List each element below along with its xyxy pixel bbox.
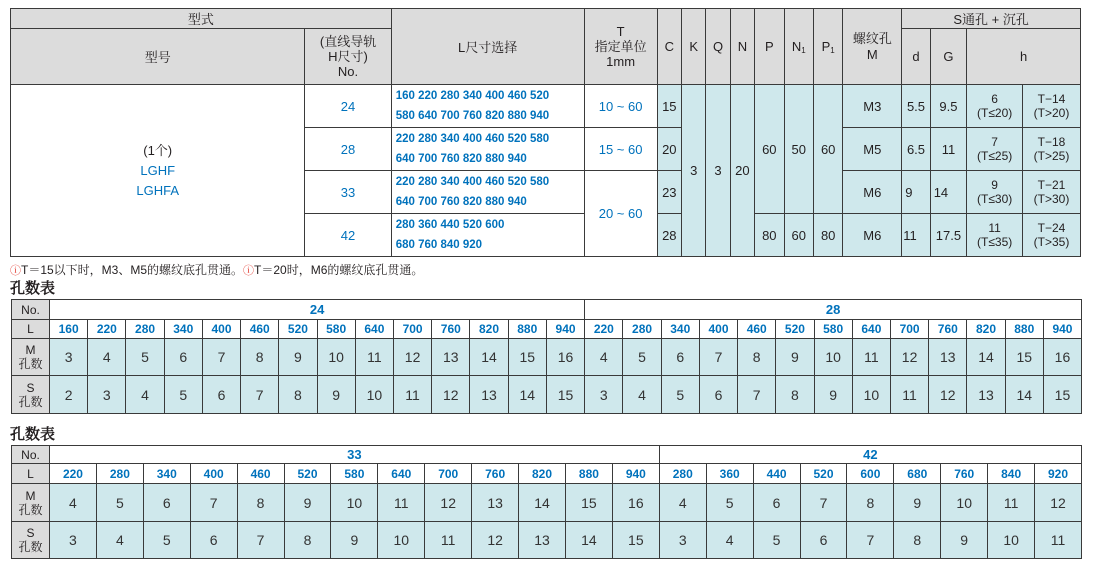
l-value-cell: 220 [88,320,126,339]
m-42: M6 [843,214,902,257]
l-line: 280 360 440 520 600 [395,219,505,231]
s-count-cell: 11 [425,522,472,559]
h-cond: (T>25) [1033,149,1070,163]
p-value-b: 80 [755,214,784,257]
m-count-cell: 15 [1005,339,1043,376]
group-24: 24 [50,300,585,320]
m-33: M6 [843,171,902,214]
n1-value-a: 50 [784,85,813,214]
h-val: 11 [988,221,1001,235]
m-count-cell: 14 [470,339,508,376]
m-count-cell: 14 [519,484,566,522]
header-type-group: 型式 [11,9,392,29]
m-count-cell: 9 [776,339,814,376]
m-count-cell: 7 [190,484,237,522]
s-count-cell: 10 [852,376,890,414]
header-q: Q [706,9,730,85]
m-count-cell: 4 [659,484,706,522]
n1-subscript: 1 [801,45,806,55]
t-range-33-42: 20 ~ 60 [584,171,657,257]
h-val: T−18 [1037,135,1066,149]
m-count-cell: 15 [565,484,612,522]
label-l: L [12,320,50,339]
header-n1 [784,9,813,85]
p1-subscript: 1 [830,45,835,55]
l-value-cell: 460 [237,464,284,484]
h-cond-b-42 [1023,214,1081,257]
h-cond: (T≤25) [977,149,1013,163]
s-count-cell: 11 [393,376,431,414]
s-count-cell: 4 [706,522,753,559]
m-count-cell: 10 [331,484,378,522]
m-count-cell: 6 [143,484,190,522]
l-value-cell: 760 [432,320,470,339]
l-line: 640 700 760 820 880 940 [395,196,527,208]
group-28: 28 [585,300,1082,320]
m-count-cell: 14 [967,339,1005,376]
l-options-28 [391,128,584,171]
m-count-cell: 7 [699,339,737,376]
h-cond: (T>30) [1033,192,1070,206]
l-value-cell: 820 [470,320,508,339]
k-value: 3 [682,85,706,257]
m-count-cell: 13 [472,484,519,522]
m-count-cell: 4 [585,339,623,376]
header-h: h [967,29,1081,85]
header-n: N [730,9,754,85]
l-value-cell: 700 [890,320,928,339]
note-text-2: T＝20时，M6的螺纹底孔贯通。 [254,263,424,277]
h-cond: (T>20) [1033,106,1070,120]
m-count-cell: 15 [508,339,546,376]
s-count-cell: 6 [190,522,237,559]
s-count-cell: 10 [378,522,425,559]
m-count-cell: 12 [1035,484,1082,522]
s-count-cell: 5 [143,522,190,559]
l-line: 220 280 340 400 460 520 580 [395,176,550,188]
l-value-cell: 280 [623,320,661,339]
s-count-cell: 2 [50,376,88,414]
s-count-cell: 8 [279,376,317,414]
l-value-cell: 460 [241,320,279,339]
m-count-cell: 6 [164,339,202,376]
s-count-cell: 13 [967,376,1005,414]
header-h-no: (直线导轨 H尺寸) No. [305,29,391,85]
m-28: M5 [843,128,902,171]
footnote [10,261,423,278]
l-value-cell: 440 [753,464,800,484]
l-line: 580 640 700 760 820 880 940 [395,110,550,122]
n1-value-b: 60 [784,214,813,257]
d-28: 6.5 [902,128,930,171]
s-count-cell: 4 [623,376,661,414]
s-count-cell: 3 [88,376,126,414]
header-s-hole: S通孔 + 沉孔 [902,9,1081,29]
warning-circle-icon: ⓘ [243,265,255,277]
l-value-cell: 400 [190,464,237,484]
l-value-cell: 600 [847,464,894,484]
header-p: P [755,9,784,85]
s-count-cell: 7 [847,522,894,559]
l-value-cell: 880 [508,320,546,339]
s-count-cell: 3 [659,522,706,559]
n1-label: N [791,38,802,54]
l-value-cell: 640 [355,320,393,339]
m-count-cell: 10 [941,484,988,522]
note-text-1: T＝15以下时，M3、M5的螺纹底孔贯通。 [21,263,244,277]
l-value-cell: 680 [894,464,941,484]
l-value-cell: 760 [472,464,519,484]
h-cond: (T≤30) [977,192,1013,206]
l-value-cell: 340 [143,464,190,484]
l-value-cell: 700 [393,320,431,339]
g-24: 9.5 [930,85,967,128]
m-count-cell: 11 [988,484,1035,522]
m-count-cell: 5 [96,484,143,522]
l-value-cell: 340 [661,320,699,339]
l-value-cell: 940 [1043,320,1081,339]
m-count-cell: 9 [894,484,941,522]
h-cond-b-28 [1023,128,1081,171]
section-title-holes-2: 孔数表 [10,426,56,443]
p1-value-a: 60 [813,85,842,214]
m-count-cell: 16 [546,339,584,376]
s-count-cell: 15 [546,376,584,414]
m-count-cell: 12 [890,339,928,376]
group-33: 33 [50,446,660,464]
l-value-cell: 640 [378,464,425,484]
s-count-cell: 5 [661,376,699,414]
m-count-cell: 8 [847,484,894,522]
q-value: 3 [706,85,730,257]
l-value-cell: 280 [126,320,164,339]
h-cond: (T≤20) [977,106,1013,120]
s-count-cell: 12 [929,376,967,414]
s-count-cell: 7 [241,376,279,414]
h-cond-a-24 [967,85,1023,128]
s-count-cell: 13 [470,376,508,414]
m-count-cell: 5 [126,339,164,376]
h-no-24: 24 [305,85,391,128]
label-s-count: S 孔数 [12,376,50,414]
m-count-cell: 12 [393,339,431,376]
t-range-28: 15 ~ 60 [584,128,657,171]
l-value-cell: 520 [776,320,814,339]
c-33: 23 [657,171,681,214]
g-33: 14 [930,171,967,214]
h-val: T−24 [1037,221,1066,235]
label-s-count: S 孔数 [12,522,50,559]
m-count-cell: 8 [237,484,284,522]
d-33: 9 [902,171,930,214]
label-m-count: M 孔数 [12,484,50,522]
l-options-33 [391,171,584,214]
c-24: 15 [657,85,681,128]
l-value-cell: 580 [331,464,378,484]
model-lghfa: LGHFA [136,182,179,198]
s-count-cell: 5 [164,376,202,414]
s-count-cell: 6 [202,376,240,414]
s-count-cell: 15 [612,522,659,559]
l-value-cell: 580 [814,320,852,339]
s-count-cell: 9 [814,376,852,414]
l-options-42 [391,214,584,257]
s-count-cell: 14 [565,522,612,559]
m-count-cell: 16 [612,484,659,522]
n-value: 20 [730,85,754,257]
s-count-cell: 12 [472,522,519,559]
m-count-cell: 4 [88,339,126,376]
s-count-cell: 4 [126,376,164,414]
s-count-cell: 6 [800,522,847,559]
l-line: 640 700 760 820 880 940 [395,153,527,165]
section-title-holes-1: 孔数表 [10,280,56,297]
m-count-cell: 16 [1043,339,1081,376]
s-count-cell: 7 [237,522,284,559]
d-24: 5.5 [902,85,930,128]
h-val: 9 [991,178,998,192]
l-value-cell: 820 [967,320,1005,339]
l-value-cell: 400 [699,320,737,339]
s-count-cell: 6 [699,376,737,414]
header-l-size: L尺寸选择 [391,9,584,85]
l-value-cell: 220 [50,464,97,484]
m-count-cell: 12 [425,484,472,522]
l-line: 680 760 840 920 [395,239,483,251]
l-value-cell: 520 [284,464,331,484]
h-val: T−21 [1037,178,1066,192]
s-count-cell: 8 [284,522,331,559]
s-count-cell: 3 [585,376,623,414]
m-count-cell: 9 [284,484,331,522]
header-k: K [682,9,706,85]
s-count-cell: 8 [894,522,941,559]
p1-value-b: 80 [813,214,842,257]
spec-table [10,8,1081,257]
m-count-cell: 7 [800,484,847,522]
header-d: d [902,29,930,85]
h-no-42: 42 [305,214,391,257]
header-p1 [813,9,842,85]
c-42: 28 [657,214,681,257]
l-value-cell: 760 [929,320,967,339]
s-count-cell: 7 [738,376,776,414]
s-count-cell: 10 [988,522,1035,559]
holes-table-33-42 [11,445,1082,559]
l-value-cell: 700 [425,464,472,484]
l-value-cell: 760 [941,464,988,484]
l-value-cell: 400 [202,320,240,339]
l-line: 160 220 280 340 400 460 520 [395,90,550,102]
l-value-cell: 360 [706,464,753,484]
header-model: 型号 [11,29,305,85]
h-no-33: 33 [305,171,391,214]
model-qty: (1个) [143,142,173,158]
d-42: 11 [902,214,930,257]
m-count-cell: 11 [852,339,890,376]
h-cond: (T≤35) [977,235,1013,249]
l-value-cell: 340 [164,320,202,339]
group-42: 42 [659,446,1081,464]
label-no: No. [12,300,50,320]
header-g: G [930,29,967,85]
g-42: 17.5 [930,214,967,257]
s-count-cell: 9 [331,522,378,559]
m-count-cell: 8 [738,339,776,376]
label-l: L [12,464,50,484]
s-count-cell: 14 [508,376,546,414]
m-count-cell: 8 [241,339,279,376]
h-val: 7 [991,135,998,149]
g-28: 11 [930,128,967,171]
m-count-cell: 5 [706,484,753,522]
h-cond-a-28 [967,128,1023,171]
m-count-cell: 5 [623,339,661,376]
m-count-cell: 9 [279,339,317,376]
m-count-cell: 13 [929,339,967,376]
l-value-cell: 280 [659,464,706,484]
l-value-cell: 460 [738,320,776,339]
s-count-cell: 8 [776,376,814,414]
m-count-cell: 7 [202,339,240,376]
model-lghf: LGHF [140,162,176,178]
m-count-cell: 4 [50,484,97,522]
h-no-28: 28 [305,128,391,171]
l-value-cell: 880 [565,464,612,484]
l-value-cell: 160 [50,320,88,339]
s-count-cell: 3 [50,522,97,559]
s-count-cell: 10 [355,376,393,414]
model-cell [11,85,305,257]
s-count-cell: 11 [1035,522,1082,559]
s-count-cell: 11 [890,376,928,414]
l-value-cell: 820 [519,464,566,484]
s-count-cell: 5 [753,522,800,559]
m-24: M3 [843,85,902,128]
m-count-cell: 3 [50,339,88,376]
s-count-cell: 15 [1043,376,1081,414]
l-line: 220 280 340 400 460 520 580 [395,133,550,145]
l-value-cell: 220 [585,320,623,339]
s-count-cell: 4 [96,522,143,559]
s-count-cell: 9 [941,522,988,559]
m-count-cell: 6 [753,484,800,522]
holes-table-24-28 [11,299,1082,414]
m-count-cell: 6 [661,339,699,376]
warning-circle-icon: ⓘ [10,265,21,277]
l-options-24 [391,85,584,128]
h-cond-a-42 [967,214,1023,257]
l-value-cell: 640 [852,320,890,339]
m-count-cell: 11 [378,484,425,522]
s-count-cell: 14 [1005,376,1043,414]
s-count-cell: 12 [432,376,470,414]
m-count-cell: 13 [432,339,470,376]
h-val: 6 [991,92,998,106]
l-value-cell: 520 [800,464,847,484]
l-value-cell: 520 [279,320,317,339]
l-value-cell: 280 [96,464,143,484]
t-range-24: 10 ~ 60 [584,85,657,128]
l-value-cell: 840 [988,464,1035,484]
m-count-cell: 10 [814,339,852,376]
p1-label: P [821,38,831,54]
s-count-cell: 9 [317,376,355,414]
label-no: No. [12,446,50,464]
m-count-cell: 10 [317,339,355,376]
l-value-cell: 880 [1005,320,1043,339]
s-count-cell: 13 [519,522,566,559]
h-cond-a-33 [967,171,1023,214]
l-value-cell: 920 [1035,464,1082,484]
h-val: T−14 [1037,92,1066,106]
label-m-count: M 孔数 [12,339,50,376]
l-value-cell: 580 [317,320,355,339]
header-c: C [657,9,681,85]
header-thread-m: 螺纹孔 M [843,9,902,85]
h-cond-b-24 [1023,85,1081,128]
l-value-cell: 940 [612,464,659,484]
p-value-a: 60 [755,85,784,214]
h-cond-b-33 [1023,171,1081,214]
h-cond: (T>35) [1033,235,1070,249]
header-t: T 指定单位 1mm [584,9,657,85]
m-count-cell: 11 [355,339,393,376]
c-28: 20 [657,128,681,171]
l-value-cell: 940 [546,320,584,339]
